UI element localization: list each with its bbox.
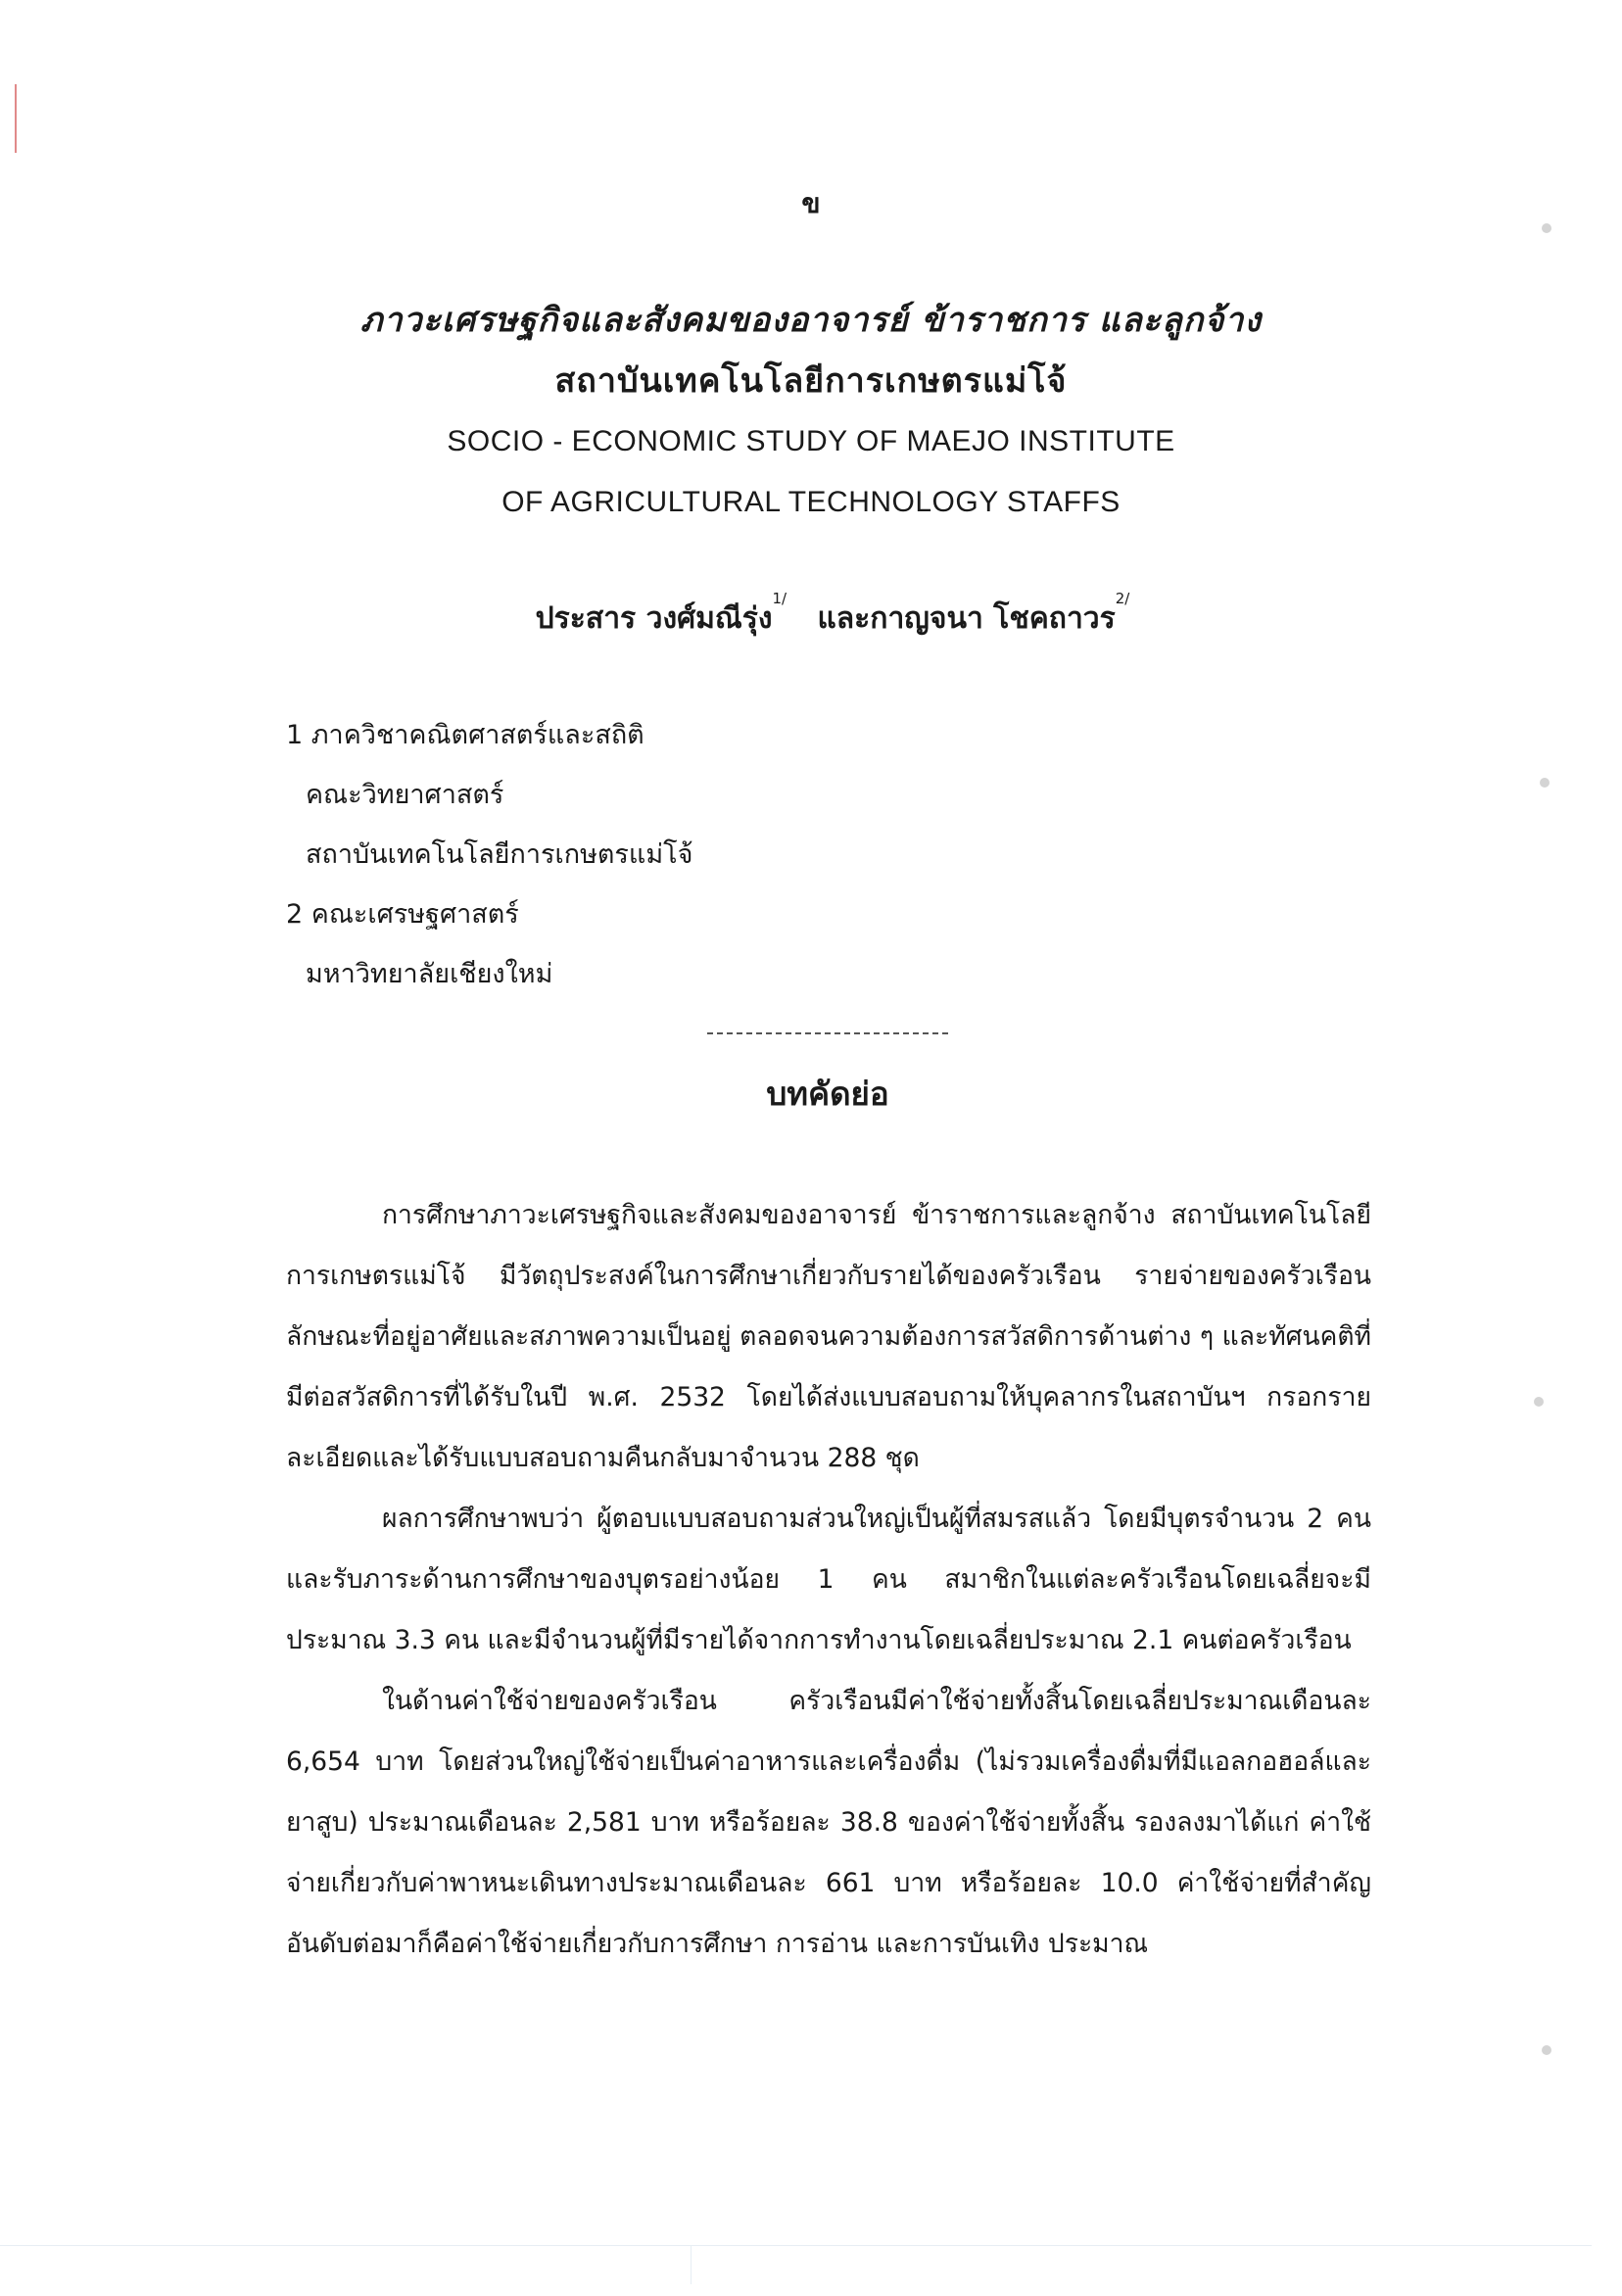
english-title-line-2: OF AGRICULTURAL TECHNOLOGY STAFFS — [501, 486, 1121, 518]
scan-edge-tick — [691, 2245, 692, 2284]
affiliation-line: มหาวิทยาลัยเชียงใหม่ — [306, 959, 553, 989]
affiliation-line: สถาบันเทคโนโลยีการเกษตรแม่โจ้ — [306, 839, 693, 870]
abstract-paragraph: การศึกษาภาวะเศรษฐกิจและสังคมของอาจารย์ ข้าราชการและลูกจ้าง สถาบันเทคโนโลยีการเกษตรแม่โจ้ มีวัตถุประสงค์ในการศึกษาเกี่ยวกับรายได้ของครัวเรือน รายจ่ายของครัวเรือน ลักษณะที่อยู่อาศัยและสภาพความเป็นอยู่ ตลอดจนความต้องการสวัสดิการด้านต่าง ๆ และทัศนคติที่มีต่อสวัสดิการที่ได้รับในปี พ.ศ. 2532 โดยได้ส่งแบบสอบถามให้บุคลากรในสถาบันฯ กรอกรายละเอียดและได้รับแบบสอบถามคืนกลับมาจำนวน 288 ชุด — [286, 1200, 1371, 1473]
authors-line — [0, 590, 1622, 642]
abstract-heading: บทคัดย่อ — [766, 1075, 889, 1113]
title-block — [0, 290, 1622, 533]
scan-speck — [1534, 1397, 1544, 1407]
author-2-footnote-mark: 2/ — [1115, 590, 1130, 607]
abstract-paragraph: ผลการศึกษาพบว่า ผู้ตอบแบบสอบถามส่วนใหญ่เป็นผู้ที่สมรสแล้ว โดยมีบุตรจำนวน 2 คน และรับภาระด้านการศึกษาของบุตรอย่างน้อย 1 คน สมาชิกในแต่ละครัวเรือนโดยเฉลี่ยจะมีประมาณ 3.3 คน และมีจำนวนผู้ที่มีรายได้จากการทำงานโดยเฉลี่ยประมาณ 2.1 คนต่อครัวเรือน — [286, 1504, 1371, 1655]
author-2: กาญจนา โชคถาวร — [870, 601, 1116, 636]
author-1: ประสาร วงศ์มณีรุ่ง — [535, 601, 773, 636]
thai-title-line-1: ภาวะเศรษฐกิจและสังคมของอาจารย์ ข้าราชการ และลูกจ้าง — [360, 301, 1262, 340]
affiliation-line: 2 คณะเศรษฐศาสตร์ — [286, 899, 519, 930]
scan-speck — [1542, 2045, 1551, 2055]
affiliation-line: 1 ภาควิชาคณิตศาสตร์และสถิติ — [286, 720, 644, 750]
scan-edge-line — [0, 2245, 1592, 2246]
page-number: ข — [801, 187, 821, 219]
scan-speck — [1542, 223, 1551, 233]
margin-mark — [15, 84, 17, 153]
author-conjunction: และ — [817, 601, 871, 636]
thai-title-line-2: สถาบันเทคโนโลยีการเกษตรแม่โจ้ — [554, 361, 1068, 401]
affiliations — [286, 705, 692, 1004]
affiliation-line: คณะวิทยาศาสตร์ — [306, 780, 504, 810]
author-1-footnote-mark: 1/ — [772, 590, 787, 607]
english-title-line-1: SOCIO - ECONOMIC STUDY OF MAEJO INSTITUTE — [447, 425, 1175, 457]
scan-speck — [1540, 778, 1550, 788]
abstract-paragraph: ในด้านค่าใช้จ่ายของครัวเรือน ครัวเรือนมีค่าใช้จ่ายทั้งสิ้นโดยเฉลี่ยประมาณเดือนละ 6,654 บาท โดยส่วนใหญ่ใช้จ่ายเป็นค่าอาหารและเครื่องดื่ม (ไม่รวมเครื่องดื่มที่มีแอลกอฮอล์และยาสูบ) ประมาณเดือนละ 2,581 บาท หรือร้อยละ 38.8 ของค่าใช้จ่ายทั้งสิ้น รองลงมาได้แก่ ค่าใช้จ่ายเกี่ยวกับค่าพาหนะเดินทางประมาณเดือนละ 661 บาท หรือร้อยละ 10.0 ค่าใช้จ่ายที่สำคัญอันดับต่อมาก็คือค่าใช้จ่ายเกี่ยวกับการศึกษา การอ่าน และการบันเทิง ประมาณ — [286, 1686, 1371, 1959]
abstract-body — [286, 1185, 1371, 1975]
section-divider — [707, 1032, 948, 1034]
